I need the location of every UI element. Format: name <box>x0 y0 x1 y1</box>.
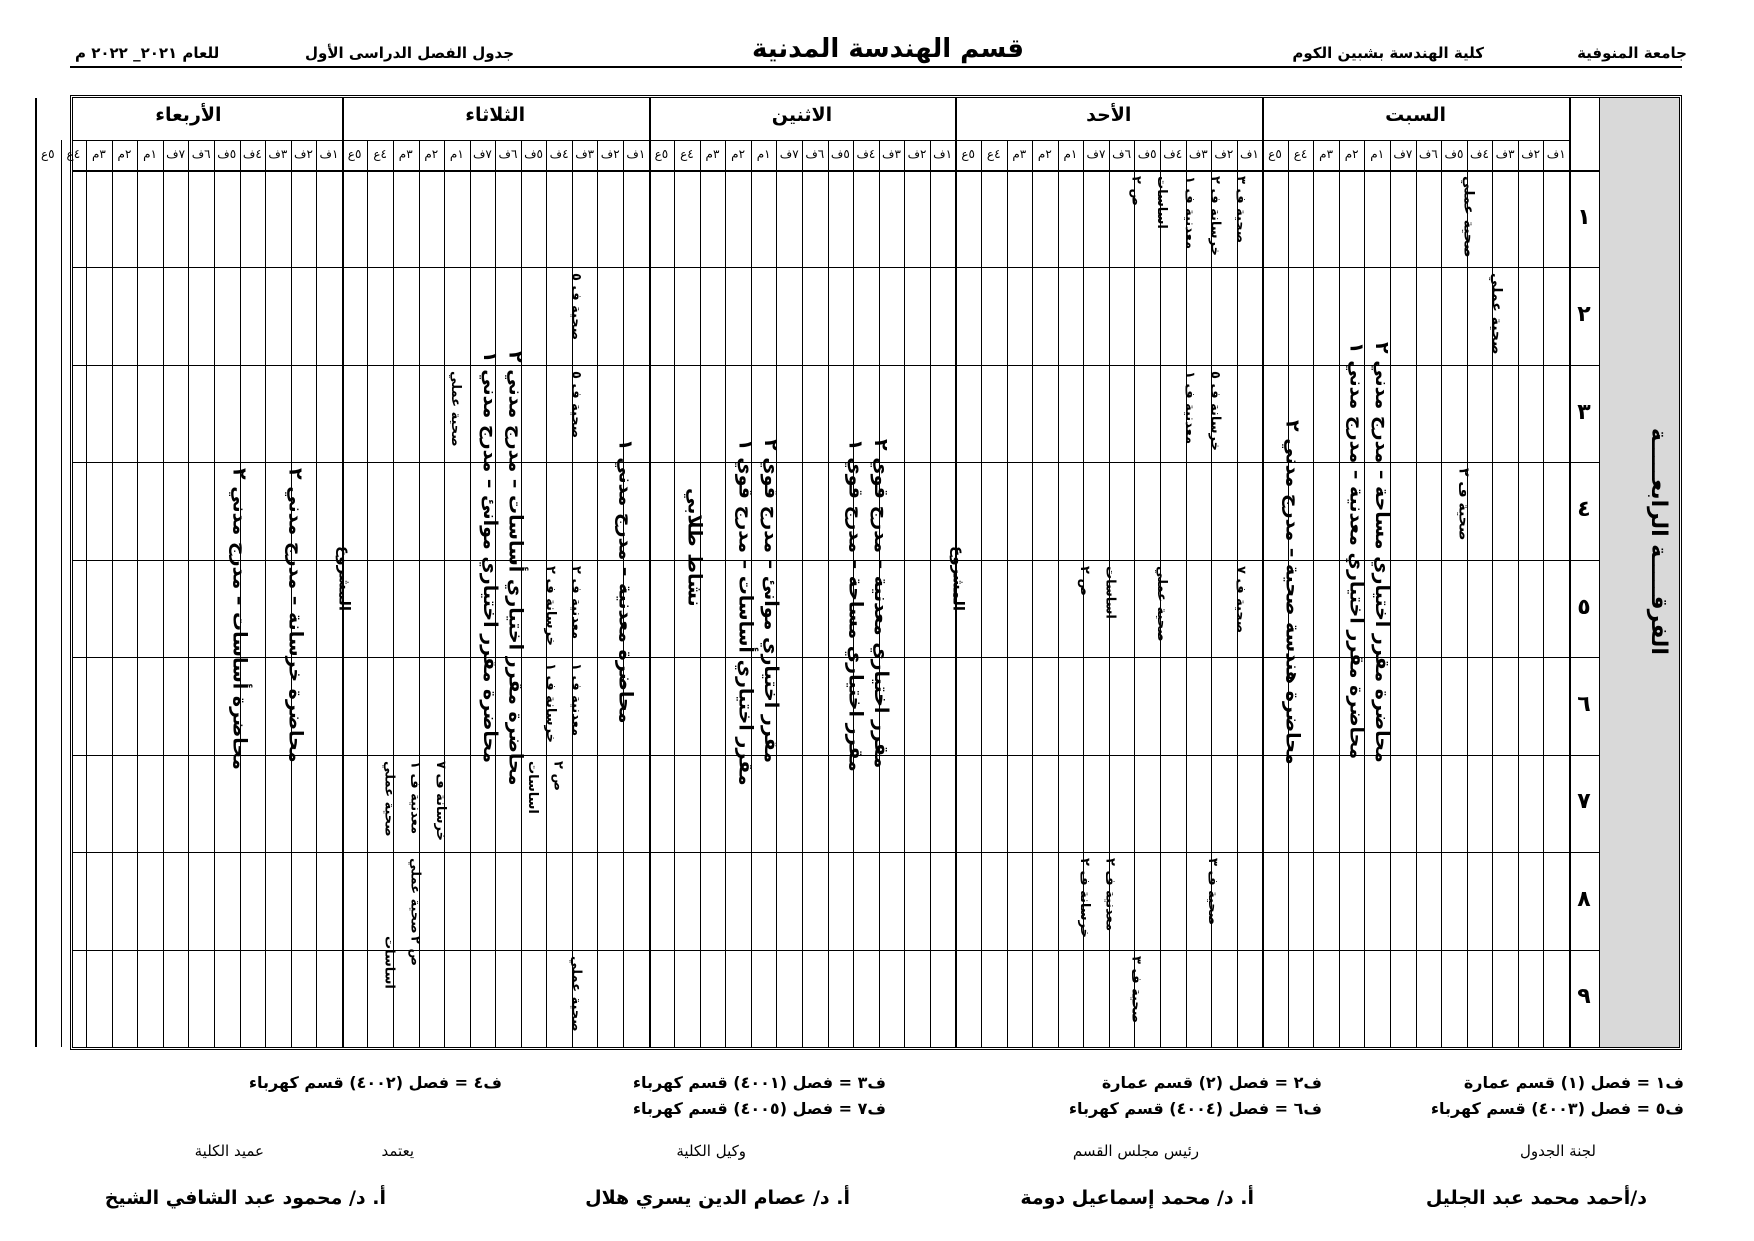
group-line <box>112 140 113 1047</box>
schedule-entry: صحية ف ٧ <box>1233 565 1249 633</box>
committee-label: لجنة الجدول <box>1519 1142 1596 1160</box>
schedule-entry: صحية عملي <box>407 858 423 934</box>
head-name: أ. د/ محمد إسماعيل دومة <box>1020 1187 1254 1209</box>
schedule-entry: خرسانة ف ٢ <box>542 565 558 646</box>
head-label: رئيس مجلس القسم <box>1072 1142 1199 1160</box>
group-line <box>367 140 368 1047</box>
period-number: ١ <box>1577 204 1591 230</box>
group-label: ٥ف <box>830 147 850 161</box>
day-name-0: السبت <box>1385 104 1447 126</box>
vice-dean-name: أ. د/ عصام الدين يسري هلال <box>585 1187 850 1209</box>
group-label: ١ف <box>319 147 339 161</box>
group-line <box>904 140 905 1047</box>
dean-name: أ. د/ محمود عبد الشافي الشيخ <box>104 1187 386 1209</box>
schedule-entry: ص ٢ <box>550 760 566 791</box>
group-label: ٥ع <box>961 147 975 161</box>
group-label: ٦ف <box>805 147 825 161</box>
schedule-entry: خرسانة ف ٢ <box>1207 176 1223 256</box>
group-label: ١ف <box>626 147 646 161</box>
period-number: ٤ <box>1577 497 1591 523</box>
day-name-4: الأربعاء <box>155 104 222 126</box>
schedule-entry: صحية ف ٣ <box>1204 858 1220 926</box>
group-label: ٣م <box>1012 147 1027 161</box>
group-line <box>86 140 87 1047</box>
group-label: ٤ف <box>549 147 569 161</box>
group-label: ٤ع <box>66 147 81 161</box>
group-line <box>1262 140 1263 1047</box>
schedule-entry: معدنية ف ١ <box>568 663 584 737</box>
group-line <box>163 140 164 1047</box>
group-label: ٣ف <box>882 147 901 161</box>
level-label: الفرقـــــة الرابعـــــة <box>1646 428 1671 655</box>
group-label: ٣م <box>398 147 413 161</box>
schedule-entry: مقرر اختياري مساحة – مدرج قوي ١ <box>844 439 867 772</box>
approve-label: يعتمد <box>381 1142 414 1160</box>
group-label: ٦ف <box>498 147 518 161</box>
schedule-entry: صحية عملي <box>568 955 584 1032</box>
group-label: ٤ف <box>1163 147 1183 161</box>
group-label: ٧ف <box>166 147 186 161</box>
group-line <box>61 140 62 1047</box>
group-label: ٥ف <box>1444 147 1464 161</box>
group-line <box>649 140 650 1047</box>
group-label: ٢م <box>1037 147 1052 161</box>
group-line <box>265 140 266 1047</box>
group-line <box>214 140 215 1047</box>
group-label: ٢م <box>731 147 746 161</box>
group-line <box>35 140 36 1047</box>
period-number: ٥ <box>1577 594 1591 620</box>
schedule-entry: محاضرة هندسة صحية – مدرج مدني ٢ <box>1281 419 1304 765</box>
group-label: ٢ف <box>907 147 927 161</box>
timetable-grid <box>40 95 1682 1050</box>
group-label: ١ف <box>1239 147 1259 161</box>
schedule-entry: معدنية ف ١ <box>1181 176 1197 250</box>
committee-name: د/أحمد محمد عبد الجليل <box>1425 1187 1647 1209</box>
schedule-entry: المشروع <box>949 546 968 612</box>
day-header-rule <box>73 140 1569 141</box>
schedule-entry: محاضرة أساسات – مدرج مدني ٢ <box>228 468 251 771</box>
group-label: ٢ف <box>600 147 620 161</box>
group-line <box>1441 140 1442 1047</box>
group-label: ٥ع <box>654 147 669 161</box>
schedule-entry: صحية عملي <box>381 760 397 837</box>
schedule-entry: صحية ف ٢ <box>1455 468 1472 541</box>
group-label: ٤ف <box>1470 147 1489 161</box>
group-line <box>802 140 803 1047</box>
group-label: ٤ع <box>986 147 1001 161</box>
schedule-entry: صحية ف ٥ <box>568 273 584 341</box>
schedule-entry: خرسانة ف ٧ <box>432 760 448 841</box>
group-label: ١ف <box>933 147 953 161</box>
schedule-entry: محاضرة مقرر اختياري موانئ – مدرج مدني ١ <box>478 351 501 764</box>
schedule-entry: ص ٢ <box>1077 565 1093 596</box>
period-number: ٢ <box>1577 302 1591 328</box>
group-line <box>1543 140 1544 1047</box>
schedule-entry: ص ٢ <box>407 936 423 967</box>
schedule-entry: خرسانة ف ١ <box>542 663 558 744</box>
period-line <box>73 950 1599 951</box>
group-label: ٦ف <box>1112 147 1132 161</box>
schedule-entry: مقرر اختياري أساسات – مدرج قوي ١ <box>734 439 757 786</box>
group-label: ١م <box>449 147 464 161</box>
group-label: ٧ف <box>1393 147 1413 161</box>
legend-7: ف٧ = فصل (٤٠٠٥) قسم كهرباء <box>632 1099 886 1118</box>
group-line <box>1186 140 1187 1047</box>
group-line <box>1518 140 1519 1047</box>
group-line <box>316 140 317 1047</box>
group-label: ٣م <box>705 147 720 161</box>
schedule-entry: معدنية ف ١ <box>407 760 423 834</box>
day-name-1: الأحد <box>1086 104 1132 126</box>
schedule-entry: صحية عملي <box>1153 565 1169 642</box>
group-label: ١م <box>143 147 157 161</box>
group-line <box>137 140 138 1047</box>
schedule-entry: ص ٢ <box>1128 176 1144 206</box>
period-line <box>73 267 1599 268</box>
group-line <box>1134 140 1135 1047</box>
group-label: ٣ف <box>268 147 288 161</box>
group-label: ٧ف <box>1086 147 1106 161</box>
group-line <box>597 140 598 1047</box>
period-line <box>73 852 1599 853</box>
group-label: ٣ف <box>1188 147 1208 161</box>
schedule-entry: صحية عملي <box>1488 273 1505 355</box>
group-line <box>470 140 471 1047</box>
dean-label: عميد الكلية <box>194 1142 264 1160</box>
vice-dean-label: وكيل الكلية <box>676 1142 746 1160</box>
group-line <box>1467 140 1468 1047</box>
legend-3: ف٣ = فصل (٤٠٠١) قسم كهرباء <box>632 1073 886 1092</box>
legend-1: ف١ = فصل (١) قسم عمارة <box>1463 1073 1684 1092</box>
group-label: ٥ع <box>1268 147 1282 161</box>
legend-2: ف٢ = فصل (٢) قسم عمارة <box>1101 1073 1322 1092</box>
group-label: ٢ف <box>1214 147 1234 161</box>
group-label: ٧ف <box>779 147 799 161</box>
group-line <box>1007 140 1008 1047</box>
schedule-entry: معدنية ف ٢ <box>568 565 584 639</box>
group-label: ٥ف <box>1137 147 1157 161</box>
group-label: ٢م <box>1344 147 1359 161</box>
group-label: ٢ف <box>1521 147 1541 161</box>
schedule-entry: المشروع <box>335 546 354 612</box>
group-label: ٥ف <box>524 147 543 161</box>
schedule-title: جدول الفصل الدراسى الأول <box>305 44 515 62</box>
schedule-entry: اساسات <box>1102 565 1118 619</box>
group-line <box>1416 140 1417 1047</box>
schedule-entry: صحية ف ٣ <box>1128 955 1144 1023</box>
group-line <box>930 140 931 1047</box>
group-line <box>444 140 445 1047</box>
schedule-entry: صحية عملي <box>448 370 464 447</box>
group-label: ٣م <box>91 147 106 161</box>
group-line <box>393 140 394 1047</box>
schedule-entry: معدنية ف ١ <box>1181 370 1197 444</box>
group-line <box>1313 140 1314 1047</box>
legend-6: ف٦ = فصل (٤٠٠٤) قسم كهرباء <box>1068 1099 1322 1118</box>
group-line <box>725 140 726 1047</box>
group-label: ٥ف <box>217 147 237 161</box>
group-label: ٢ف <box>293 147 313 161</box>
group-label: ٧ف <box>472 147 492 161</box>
group-label: ٣ف <box>1495 147 1515 161</box>
group-label: ٤ف <box>242 147 262 161</box>
group-label: ١م <box>756 147 771 161</box>
group-line <box>188 140 189 1047</box>
group-label: ٥ع <box>40 147 55 161</box>
group-line <box>1032 140 1033 1047</box>
period-number: ٦ <box>1577 691 1591 717</box>
group-label: ٣ف <box>575 147 595 161</box>
schedule-entry: صحية ف ٣ <box>1233 176 1249 244</box>
schedule-entry: خرسانة ف ٥ <box>1207 370 1223 451</box>
period-number: ٧ <box>1577 789 1591 815</box>
schedule-entry: محاضرة معدنية – مدرج مدني ١ <box>614 439 637 724</box>
schedule-entry: صحية عملي <box>1460 176 1477 258</box>
group-label: ٤ع <box>373 147 387 161</box>
group-line <box>1339 140 1340 1047</box>
group-label: ٢م <box>117 147 132 161</box>
group-label: ٥ع <box>347 147 362 161</box>
period-number: ٨ <box>1577 886 1591 912</box>
group-header-rule <box>73 170 1599 172</box>
period-number: ٣ <box>1577 399 1591 425</box>
group-label: ٦ف <box>191 147 211 161</box>
day-name-3: الثلاثاء <box>465 104 526 126</box>
schedule-entry: مقرر اختياري موانئ – مدرج قوي ٢ <box>760 439 783 764</box>
group-line <box>1058 140 1059 1047</box>
header-rule <box>70 66 1682 68</box>
group-label: ١ف <box>1546 147 1566 161</box>
group-label: ٤ف <box>856 147 876 161</box>
schedule-entry: اساسات <box>381 936 397 989</box>
department-title: قسم الهندسة المدنية <box>752 34 1025 64</box>
group-label: ٤ع <box>680 147 694 161</box>
group-line <box>981 140 982 1047</box>
period-number: ٩ <box>1577 984 1591 1010</box>
schedule-entry: مقرر اختياري معدنية – مدرج قوي ٢ <box>870 439 893 769</box>
academic-year: للعام ٢٠٢١_ ٢٠٢٢ م <box>75 44 220 62</box>
schedule-entry: محاضرة خرسانة – مدرج مدني ٢ <box>284 468 307 763</box>
schedule-entry: خرسانة ف ٢ <box>1077 858 1093 939</box>
level-divider <box>1599 98 1600 1047</box>
faculty-name: كلية الهندسة بشبين الكوم <box>1292 44 1484 62</box>
schedule-entry: اساسات <box>1153 176 1169 229</box>
schedule-entry: اساسات <box>524 760 540 814</box>
legend-5: ف٥ = فصل (٤٠٠٣) قسم كهرباء <box>1430 1099 1684 1118</box>
schedule-entry: محاضرة مقرر اختياري معدنية – مدرج مدني ١ <box>1345 341 1368 759</box>
schedule-entry: صحية ف ٥ <box>568 370 584 439</box>
group-label: ٦ف <box>1418 147 1438 161</box>
group-label: ٢م <box>424 147 439 161</box>
group-label: ١م <box>1063 147 1078 161</box>
group-label: ٤ع <box>1293 147 1308 161</box>
group-line <box>674 140 675 1047</box>
group-label: ١م <box>1370 147 1385 161</box>
legend-4: ف٤ = فصل (٤٠٠٢) قسم كهرباء <box>248 1073 502 1092</box>
group-line <box>828 140 829 1047</box>
schedule-entry: معدنية ف ٢ <box>1102 858 1118 932</box>
day-name-2: الاثنين <box>771 104 833 126</box>
schedule-entry: محاضرة مقرر اختياري مساحة – مدرج مدني ٢ <box>1371 341 1394 763</box>
group-label: ٣م <box>1319 147 1334 161</box>
schedule-entry: نشاط طلابي <box>683 487 706 607</box>
schedule-entry: محاضرة مقرر اختياري أساسات – مدرج مدني ٢ <box>504 351 527 786</box>
university-name: جامعة المنوفية <box>1577 44 1687 62</box>
